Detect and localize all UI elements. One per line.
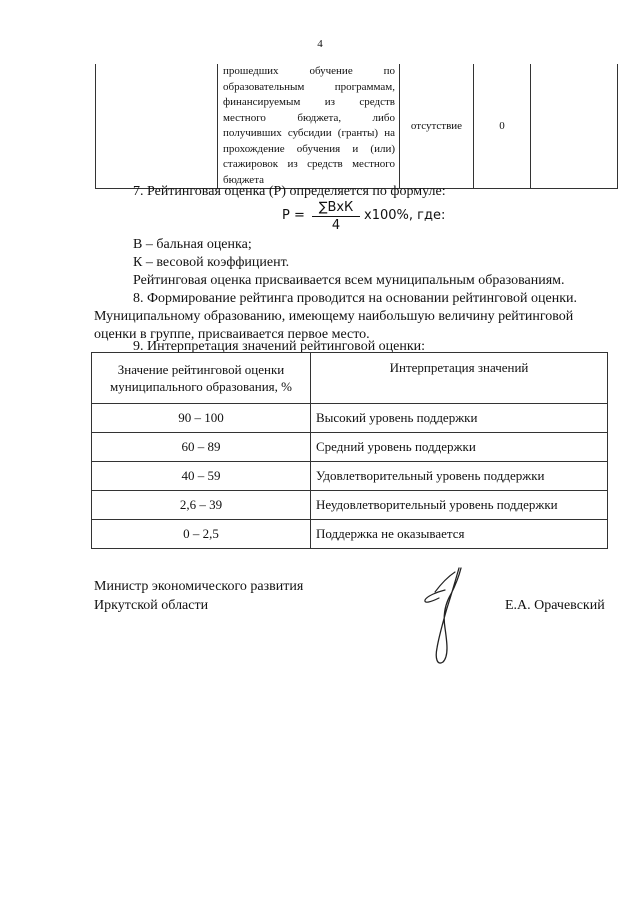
- table-row: [92, 491, 608, 520]
- table-row: [92, 404, 608, 433]
- table-row: [92, 462, 608, 491]
- paragraph-8-line-3: оценки в группе, присваивается первое место.: [94, 327, 370, 342]
- header-value: Значение рейтинговой оценки муниципального образования, %: [92, 353, 311, 404]
- page-number: 4: [317, 38, 323, 50]
- meaning-cell: Удовлетворительный уровень поддержки: [311, 462, 608, 491]
- empty-cell: [96, 64, 218, 189]
- meaning-cell: Высокий уровень поддержки: [311, 404, 608, 433]
- meaning-cell: Средний уровень поддержки: [311, 433, 608, 462]
- empty-cell: [531, 64, 618, 189]
- paragraph-8-line-2: Муниципальному образованию, имеющему наибольшую величину рейтинговой: [94, 309, 574, 324]
- criterion-status: отсутствие: [400, 64, 474, 189]
- table-header-row: [92, 353, 608, 404]
- criterion-description: прошедших обучение по образовательным программам, финансируемым из средств местного бюджета, либо получивших субсидии (гранты) на прохождение обучения и (или) стажировок из средств местного бюджета: [218, 64, 400, 189]
- range-cell: 60 – 89: [92, 433, 311, 462]
- definition-b: В – бальная оценка;: [133, 237, 252, 252]
- position-line-1: Министр экономического развития: [94, 579, 304, 594]
- range-cell: 90 – 100: [92, 404, 311, 433]
- range-cell: 40 – 59: [92, 462, 311, 491]
- table-row: [92, 433, 608, 462]
- formula-numerator: ∑ВхК: [312, 200, 360, 217]
- criterion-score: 0: [474, 64, 531, 189]
- table-row: [96, 64, 618, 189]
- handwritten-signature: [415, 562, 475, 672]
- table-row: [92, 520, 608, 549]
- formula-lhs: Р =: [282, 208, 305, 223]
- meaning-cell: Поддержка не оказывается: [311, 520, 608, 549]
- paragraph-8-line-1: 8. Формирование рейтинга проводится на основании рейтинговой оценки.: [133, 291, 578, 306]
- interpretation-table: [91, 352, 608, 549]
- meaning-cell: Неудовлетворительный уровень поддержки: [311, 491, 608, 520]
- header-meaning: Интерпретация значений: [311, 353, 608, 404]
- range-cell: 0 – 2,5: [92, 520, 311, 549]
- definition-k: К – весовой коэффициент.: [133, 255, 290, 270]
- paragraph-9: 9. Интерпретация значений рейтинговой оценки:: [133, 339, 426, 354]
- rating-formula: [282, 200, 482, 240]
- range-cell: 2,6 – 39: [92, 491, 311, 520]
- continuation-table: [95, 64, 618, 189]
- assignment-paragraph: Рейтинговая оценка присваивается всем муниципальным образованиям.: [133, 273, 565, 288]
- formula-fraction: [312, 200, 360, 233]
- signatory-name: Е.А. Орачевский: [505, 598, 605, 613]
- signatory-position: [94, 577, 303, 615]
- formula-denominator: 4: [331, 218, 341, 233]
- paragraph-7: 7. Рейтинговая оценка (Р) определяется по формуле:: [133, 184, 446, 199]
- formula-rhs: х100%, где:: [364, 208, 446, 223]
- position-line-2: Иркутской области: [94, 598, 209, 613]
